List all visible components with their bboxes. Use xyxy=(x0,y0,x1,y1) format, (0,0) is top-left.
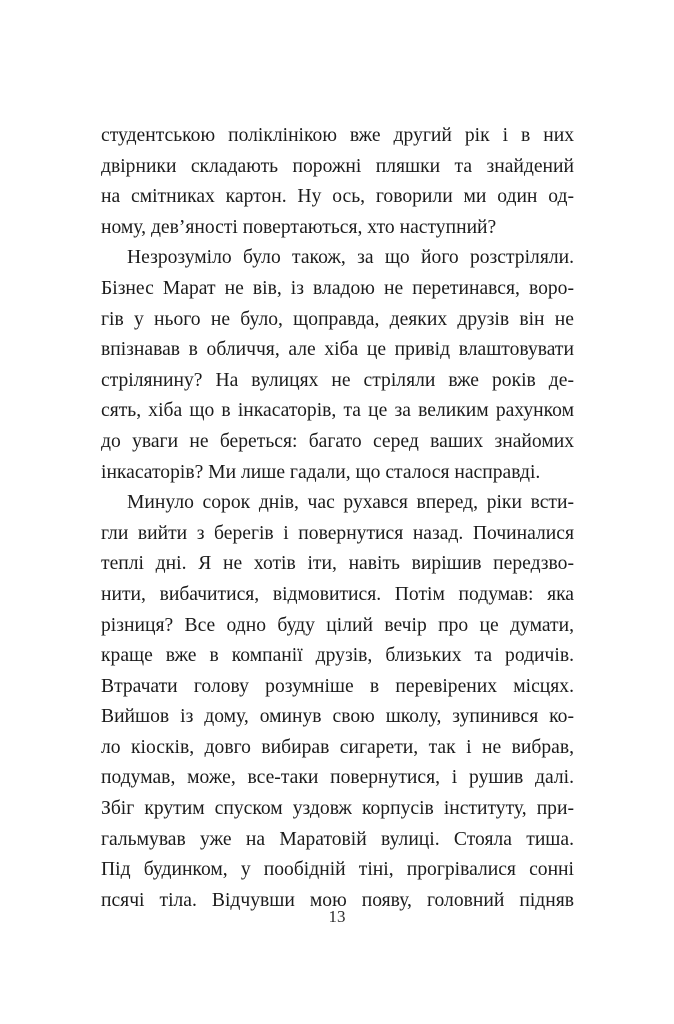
text-line: нити, вибачитися, відмовитися. Потім подумав: яка xyxy=(101,583,574,605)
text-line: до уваги не береться: багато серед ваших знайомих xyxy=(101,430,574,452)
text-line: ло кіосків, довго вибирав сигарети, так і не вибрав, xyxy=(101,736,574,758)
text-line: двірники складають порожні пляшки та знайдений xyxy=(101,155,574,177)
text-line: інкасаторів? Ми лише гадали, що сталося насправді. xyxy=(101,461,541,483)
text-line: Збіг крутим спуском уздовж корпусів інституту, при- xyxy=(101,798,574,820)
text-line: гальмував уже на Маратовій вулиці. Стояла тиша. xyxy=(101,828,574,850)
text-line: Втрачати голову розумніше в перевірених місцях. xyxy=(101,675,574,697)
text-line: краще вже в компанії друзів, близьких та родичів. xyxy=(101,645,574,667)
text-line: Незрозуміло було також, за що його розстріляли. xyxy=(127,247,574,269)
text-line: теплі дні. Я не хотів іти, навіть вирішив передзво- xyxy=(101,553,574,575)
text-line: гли вийти з берегів і повернутися назад. Починалися xyxy=(101,522,574,544)
body-text xyxy=(101,121,574,916)
text-line: сять, хіба що в інкасаторів, та це за великим рахунком xyxy=(101,400,574,422)
text-line: на смітниках картон. Ну ось, говорили ми один од- xyxy=(101,186,574,208)
text-line: стрілянину? На вулицях не стріляли вже років де- xyxy=(101,369,574,391)
text-line: псячі тіла. Відчувши мою появу, головний підняв xyxy=(101,889,574,911)
text-line: впізнавав в обличчя, але хіба це привід влаштовувати xyxy=(101,339,574,361)
page-number: 13 xyxy=(328,907,346,926)
text-line: ному, дев’яності повертаються, хто наступний? xyxy=(101,216,497,238)
text-line: Минуло сорок днів, час рухався вперед, ріки всти- xyxy=(127,492,574,514)
text-line: Під будинком, у пообідній тіні, прогрівалися сонні xyxy=(101,859,574,881)
text-line: Бізнес Марат не вів, із владою не перетинався, воро- xyxy=(101,277,574,299)
text-line: різниця? Все одно буду цілий вечір про це думати, xyxy=(101,614,574,636)
text-line: студентською поліклінікою вже другий рік і в них xyxy=(101,125,574,146)
text-line: Вийшов із дому, оминув свою школу, зупинився ко- xyxy=(101,706,574,728)
text-line: подумав, може, все-таки повернутися, і рушив далі. xyxy=(101,767,574,789)
text-line: гів у нього не було, щоправда, деяких друзів він не xyxy=(101,308,574,330)
